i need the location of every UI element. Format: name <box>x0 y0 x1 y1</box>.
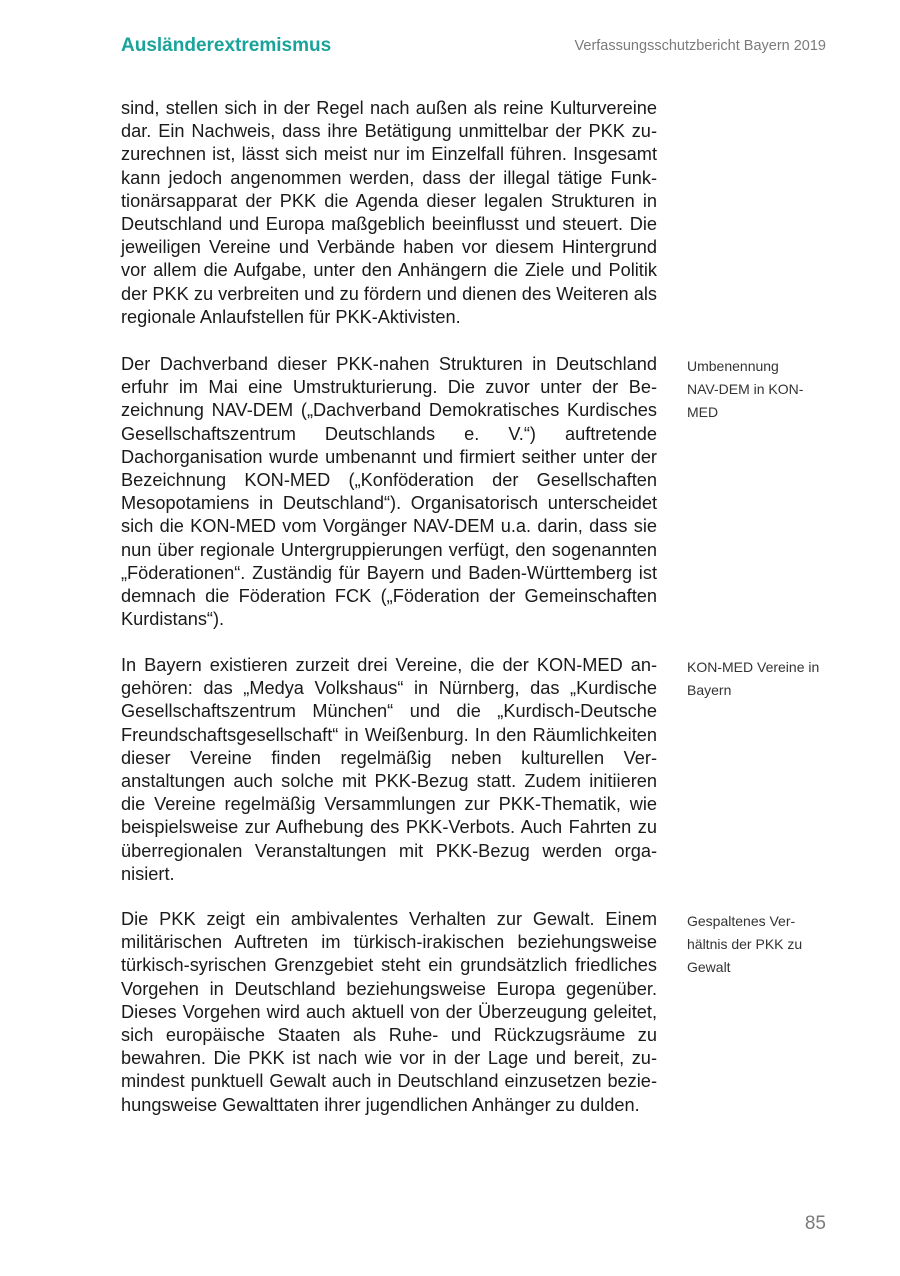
page-number: 85 <box>804 1213 826 1234</box>
body-paragraph-3: In Bayern existieren zurzeit drei Vereine, die der KON-MED angehören: das „Medya Volkshaus“ in Nürnberg, das „Kurdische Gesellschaftszentrum München“ und die „Kurdisch-Deutsche Freundschaftsgesellschaft“ in Weißenburg. In den Räumlichkeiten dieser Vereine finden regelmäßig neben kulturellen Veranstaltungen auch solche mit PKK-Bezug statt. Zudem initiieren die Vereine regelmäßig Versammlungen zur PKK-Thematik, wie beispielsweise zur Aufhebung des PKK-Verbots. Auch Fahrten zu überregionalen Veranstaltungen mit PKK-Bezug werden organisiert. <box>121 655 657 884</box>
report-title: Verfassungsschutzbericht Bayern 2019 <box>574 38 826 54</box>
body-paragraph-2: Der Dachverband dieser PKK-nahen Strukturen in Deutschland erfuhr im Mai eine Umstrukturierung. Die zuvor unter der Bezeichnung NAV-DEM („Dachverband Demokratisches Kurdisches Gesellschaftszentrum Deutschlands e. V.“) auftretende Dachorganisation wurde umbenannt und firmiert seither unter der Bezeichnung KON-MED („Konföderation der Gesellschaften Mesopotamiens in Deutschland“). Organisatorisch unterscheidet sich die KON-MED vom Vorgänger NAV-DEM u.a. darin, dass sie nun über regionale Untergruppierungen verfügt, den sogenannten „Föderationen“. Zuständig für Bayern und Baden-Württemberg ist demnach die Föderation FCK („Föderation der Gemeinschaften Kurdistans“). <box>121 354 657 630</box>
margin-note-associations: KON-MED Vereine in Bayern <box>687 659 820 699</box>
margin-note-violence: Gespaltenes Verhältnis der PKK zu Gewalt <box>687 913 803 976</box>
section-title: Ausländerextremismus <box>121 35 332 56</box>
body-paragraph-1: sind, stellen sich in der Regel nach außen als reine Kulturvereine dar. Ein Nachweis, dass ihre Betätigung unmittelbar der PKK zuzurechnen ist, lässt sich meist nur im Einzelfall führen. Insgesamt kann jedoch angenommen werden, dass der illegal tätige Funktionärsapparat der PKK die Agenda dieser legalen Strukturen in Deutschland und Europa maßgeblich beeinflusst und steuert. Die jeweiligen Vereine und Verbände haben vor diesem Hintergrund vor allem die Aufgabe, unter den Anhängern die Ziele und Politik der PKK zu verbreiten und zu fördern und dienen des Weiteren als regionale Anlaufstellen für PKK-Aktivisten. <box>121 98 657 327</box>
body-paragraph-4: Die PKK zeigt ein ambivalentes Verhalten zur Gewalt. Einem militärischen Auftreten im türkisch-irakischen beziehungsweise türkisch-syrischen Grenzgebiet steht ein grundsätzlich friedliches Vorgehen in Deutschland beziehungsweise Europa gegenüber. Dieses Vorgehen wird auch aktuell von der Überzeugung geleitet, sich europäische Staaten als Ruhe- und Rückzugsräume zu bewahren. Die PKK ist nach wie vor in der Lage und bereit, zumindest punktuell Gewalt auch in Deutschland einzusetzen beziehungsweise Gewalttaten ihrer jugendlichen Anhänger zu dulden. <box>121 909 657 1115</box>
margin-note-renaming: Umbenennung NAV-DEM in KON-MED <box>687 358 804 421</box>
